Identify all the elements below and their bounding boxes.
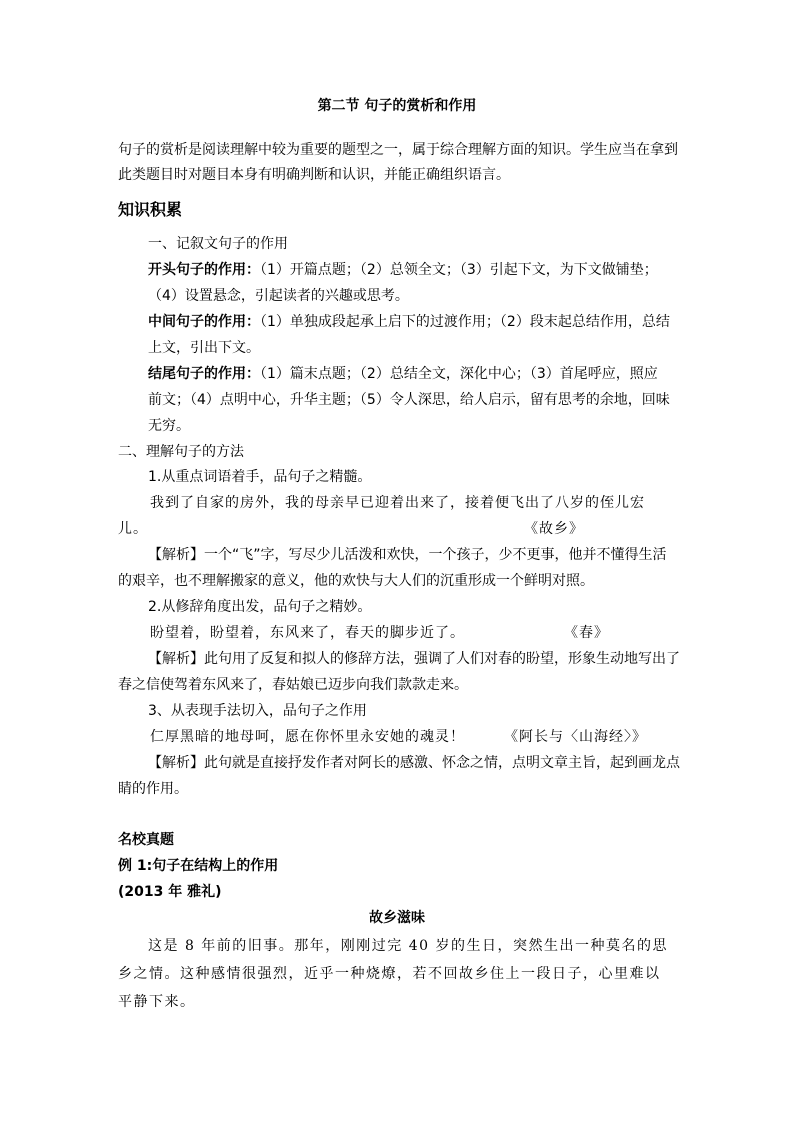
end-sentence-line-2: 前文；（4）点明中心，升华主题；（5）令人深思，给人启示，留有思考的余地，回味 bbox=[148, 392, 670, 408]
story-line-2: 乡之情。这种感情很强烈，近乎一种烧燎，若不回故乡住上一段日子，心里难以 bbox=[118, 966, 661, 982]
method1-quote-line-2: 儿。 bbox=[118, 521, 148, 537]
middle-sentence-label: 中间句子的作用： bbox=[148, 314, 260, 330]
method3-analysis-line-1: 【解析】此句就是直接抒发作者对阿长的感激、怀念之情，点明文章主旨，起到画龙点 bbox=[148, 755, 680, 771]
section1-heading: 一、记叙文句子的作用 bbox=[148, 236, 288, 252]
intro-line-1: 句子的赏析是阅读理解中较为重要的题型之一，属于综合理解方面的知识。学生应当在拿到 bbox=[118, 142, 678, 158]
end-sentence-text: （1）篇末点题；（2）总结全文，深化中心；（3）首尾呼应，照应 bbox=[260, 366, 658, 382]
page-title: 第二节 句子的赏析和作用 bbox=[317, 98, 477, 114]
method3-quote: 仁厚黑暗的地母呵，愿在你怀里永安她的魂灵！ bbox=[150, 729, 465, 745]
end-sentence-label: 结尾句子的作用： bbox=[148, 366, 260, 382]
story-title: 故乡滋味 bbox=[369, 910, 425, 926]
method3-heading: 3、从表现手法切入，品句子之作用 bbox=[148, 703, 367, 719]
method3-source: 《阿长与〈山海经〉》 bbox=[504, 729, 647, 745]
method2-analysis-line-1: 【解析】此句用了反复和拟人的修辞方法，强调了人们对春的盼望，形象生动地写出了 bbox=[148, 651, 680, 667]
story-line-1: 这是 8 年前的旧事。那年，刚刚过完 40 岁的生日，突然生出一种莫名的思 bbox=[148, 938, 669, 954]
intro-line-2: 此类题目时对题目本身有明确判断和认识，并能正确组织语言。 bbox=[118, 167, 510, 183]
method3-analysis-line-2: 睛的作用。 bbox=[118, 781, 188, 797]
year-school: (2013 年 雅礼) bbox=[118, 884, 222, 900]
exam-heading: 名校真题 bbox=[118, 832, 174, 848]
method2-analysis-line-2: 春之信使驾着东风来了，春姑娘已迈步向我们款款走来。 bbox=[118, 677, 468, 693]
start-sentence-line-1 bbox=[148, 260, 658, 280]
start-sentence-text: （1）开篇点题；（2）总领全文；（3）引起下文，为下文做铺垫； bbox=[260, 262, 658, 278]
start-sentence-line-2: （4）设置悬念，引起读者的兴趣或思考。 bbox=[148, 288, 409, 304]
method1-heading: 1.从重点词语着手，品句子之精髓。 bbox=[148, 469, 372, 485]
middle-sentence-line-2: 上文，引出下文。 bbox=[148, 340, 260, 356]
example-label: 例 1:句子在结构上的作用 bbox=[118, 858, 279, 874]
method1-source: 《故乡》 bbox=[524, 521, 584, 537]
story-line-3: 平静下来。 bbox=[118, 994, 196, 1010]
end-sentence-line-1 bbox=[148, 364, 658, 384]
method1-analysis-line-1: 【解析】一个“飞”字，写尽少儿活泼和欢快，一个孩子，少不更事，他并不懂得生活 bbox=[148, 547, 667, 563]
method1-analysis-line-2: 的艰辛，也不理解搬家的意义，他的欢快与大人们的沉重形成一个鲜明对照。 bbox=[118, 573, 594, 589]
knowledge-heading: 知识积累 bbox=[118, 200, 183, 219]
middle-sentence-line-1 bbox=[148, 312, 670, 332]
end-sentence-line-3: 无穷。 bbox=[148, 418, 190, 434]
method2-heading: 2.从修辞角度出发，品句子之精妙。 bbox=[148, 599, 372, 615]
method1-quote-line-1: 我到了自家的房外，我的母亲早已迎着出来了，接着便飞出了八岁的侄儿宏 bbox=[150, 495, 645, 511]
method2-source: 《春》 bbox=[564, 625, 609, 641]
start-sentence-label: 开头句子的作用： bbox=[148, 262, 260, 278]
section2-heading: 二、理解句子的方法 bbox=[118, 444, 244, 460]
method2-quote: 盼望着，盼望着，东风来了，春天的脚步近了。 bbox=[150, 625, 465, 641]
middle-sentence-text: （1）单独成段起承上启下的过渡作用；（2）段末起总结作用，总结 bbox=[260, 314, 670, 330]
